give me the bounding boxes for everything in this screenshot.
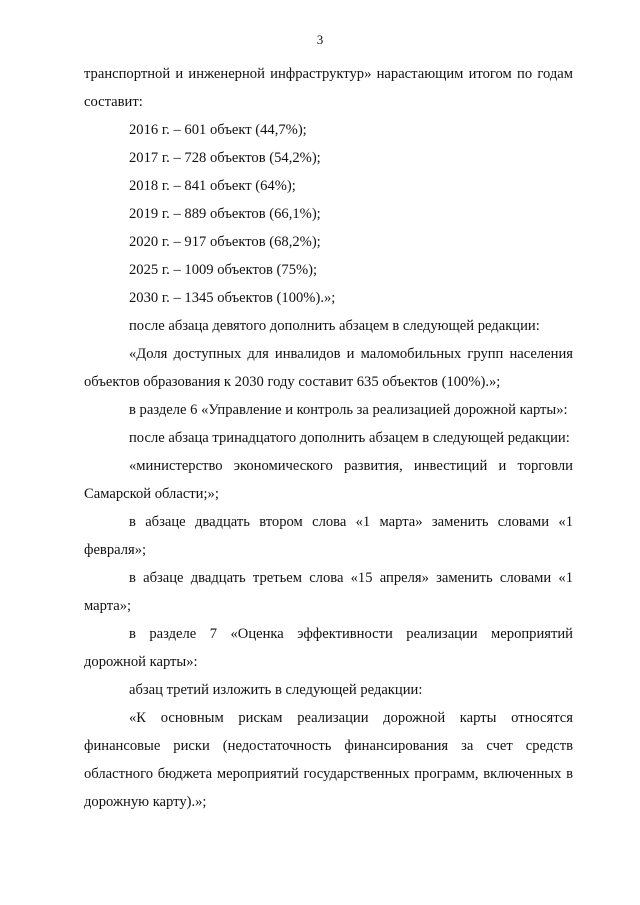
page-number: 3 bbox=[316, 32, 324, 47]
list-item: 2030 г. – 1345 объектов (100%).»; bbox=[129, 290, 336, 306]
paragraph: в разделе 6 «Управление и контроль за реализацией дорожной карты»: bbox=[129, 402, 568, 418]
list-item: 2016 г. – 601 объект (44,7%); bbox=[129, 122, 307, 138]
yearly-list bbox=[84, 116, 573, 312]
list-item: 2019 г. – 889 объектов (66,1%); bbox=[129, 206, 321, 222]
paragraph: «К основным рискам реализации дорожной карты относятся финансовые риски (недостаточность финансирования за счет средств областного бюджета мероприятий государственных программ, включенных в дорожную карту).»; bbox=[84, 710, 573, 810]
paragraph: в абзаце двадцать втором слова «1 марта» заменить словами «1 февраля»; bbox=[84, 514, 573, 558]
list-item: 2017 г. – 728 объектов (54,2%); bbox=[129, 150, 321, 166]
paragraph: после абзаца девятого дополнить абзацем в следующей редакции: bbox=[129, 318, 540, 334]
paragraph: в разделе 7 «Оценка эффективности реализации мероприятий дорожной карты»: bbox=[84, 626, 573, 670]
list-item: 2020 г. – 917 объектов (68,2%); bbox=[129, 234, 321, 250]
paragraph: в абзаце двадцать третьем слова «15 апреля» заменить словами «1 марта»; bbox=[84, 570, 573, 614]
paragraph: после абзаца тринадцатого дополнить абзацем в следующей редакции: bbox=[129, 430, 570, 446]
list-item: 2025 г. – 1009 объектов (75%); bbox=[129, 262, 318, 278]
list-item: 2018 г. – 841 объект (64%); bbox=[129, 178, 296, 194]
document-body bbox=[84, 60, 573, 816]
paragraph: «Доля доступных для инвалидов и маломобильных групп населения объектов образования к 2030 году составит 635 объектов (100%).»; bbox=[84, 346, 573, 390]
intro-paragraph: транспортной и инженерной инфраструктур» нарастающим итогом по годам составит: bbox=[84, 66, 573, 110]
paragraph: «министерство экономического развития, инвестиций и торговли Самарской области;»; bbox=[84, 458, 573, 502]
paragraph: абзац третий изложить в следующей редакции: bbox=[129, 682, 423, 698]
